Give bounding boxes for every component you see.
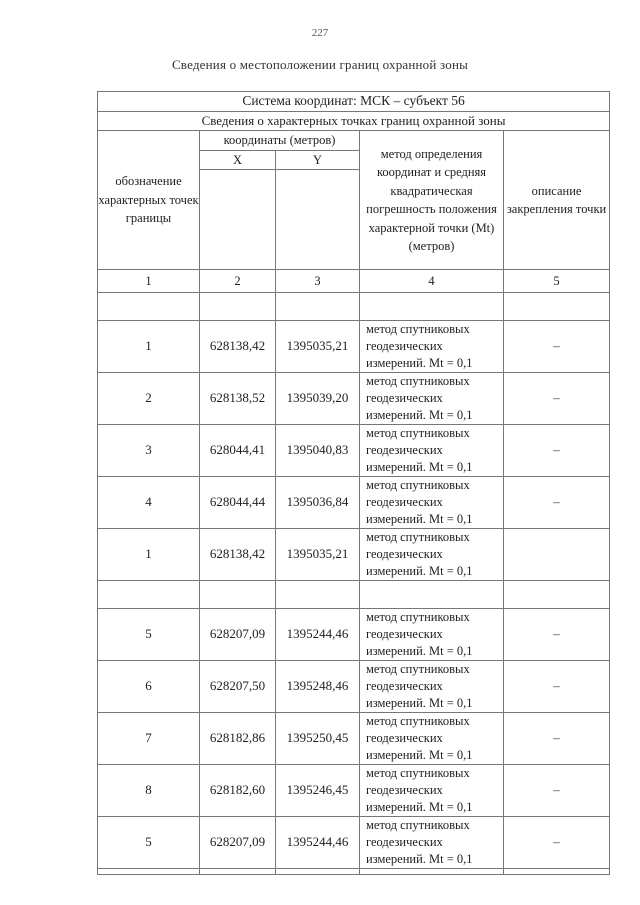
boundary-points-table [97,91,610,875]
description-cell: – [504,425,610,477]
description-cell: – [504,817,610,869]
document-title: Сведения о местоположении границ охранной зоны [171,57,469,72]
header-x: X [200,150,276,170]
point-number: 2 [98,373,200,425]
column-number: 2 [200,270,276,293]
y-coordinate: 1395250,45 [276,713,360,765]
table-row [98,425,610,477]
point-number: 1 [98,529,200,581]
point-number: 3 [98,425,200,477]
method-cell: метод спутниковых геодезических измерений. Mt = 0,1 [360,609,504,661]
column-number: 5 [504,270,610,293]
column-number: 1 [98,270,200,293]
method-cell: метод спутниковых геодезических измерений. Mt = 0,1 [360,321,504,373]
x-coordinate: 628207,50 [200,661,276,713]
point-number: 6 [98,661,200,713]
point-number: 4 [98,477,200,529]
x-coordinate: 628138,42 [200,321,276,373]
point-number: 1 [98,321,200,373]
coordinate-system: Система координат: МСК – субъект 56 [98,92,610,112]
y-coordinate: 1395039,20 [276,373,360,425]
table-row [98,661,610,713]
spacer-row [98,581,610,609]
method-cell: метод спутниковых геодезических измерений. Mt = 0,1 [360,529,504,581]
x-coordinate: 628044,44 [200,477,276,529]
header-designation: обозначение характерных точек границы [98,131,200,270]
method-cell: метод спутниковых геодезических измерений. Mt = 0,1 [360,477,504,529]
y-coordinate: 1395035,21 [276,529,360,581]
spacer-row [98,293,610,321]
column-number: 4 [360,270,504,293]
column-number: 3 [276,270,360,293]
table-row [98,817,610,869]
description-cell: – [504,373,610,425]
description-cell: – [504,713,610,765]
method-cell: метод спутниковых геодезических измерений. Mt = 0,1 [360,425,504,477]
point-number: 5 [98,817,200,869]
y-coordinate: 1395040,83 [276,425,360,477]
header-description: описание закрепления точки [504,131,610,270]
header-method: метод определения координат и средняя квадратическая погрешность положения характерной точки (Mt) (метров) [360,131,504,270]
x-coordinate: 628182,60 [200,765,276,817]
header-y: Y [276,150,360,170]
description-cell: – [504,477,610,529]
y-coordinate: 1395244,46 [276,609,360,661]
method-cell: метод спутниковых геодезических измерений. Mt = 0,1 [360,765,504,817]
method-cell: метод спутниковых геодезических измерений. Mt = 0,1 [360,661,504,713]
point-number: 5 [98,609,200,661]
table-row [98,529,610,581]
description-cell: – [504,765,610,817]
header-coordinates: координаты (метров) [200,131,360,151]
x-coordinate: 628182,86 [200,713,276,765]
description-cell: – [504,609,610,661]
method-cell: метод спутниковых геодезических измерений. Mt = 0,1 [360,373,504,425]
point-number: 8 [98,765,200,817]
x-coordinate: 628207,09 [200,609,276,661]
header-y-spacer [276,170,360,270]
table-row [98,321,610,373]
info-row [98,111,610,131]
point-number: 7 [98,713,200,765]
y-coordinate: 1395246,45 [276,765,360,817]
table-row [98,477,610,529]
y-coordinate: 1395035,21 [276,321,360,373]
table-row [98,765,610,817]
x-coordinate: 628138,52 [200,373,276,425]
x-coordinate: 628207,09 [200,817,276,869]
method-cell: метод спутниковых геодезических измерений. Mt = 0,1 [360,817,504,869]
column-number-row [98,270,610,293]
description-cell: – [504,661,610,713]
y-coordinate: 1395248,46 [276,661,360,713]
description-cell: – [504,321,610,373]
coordinate-system-row [98,92,610,112]
x-coordinate: 628044,41 [200,425,276,477]
table-row [98,373,610,425]
table-row [98,713,610,765]
table-subtitle: Сведения о характерных точках границ охранной зоны [98,111,610,131]
header-row [98,131,610,151]
method-cell: метод спутниковых геодезических измерений. Mt = 0,1 [360,713,504,765]
y-coordinate: 1395036,84 [276,477,360,529]
x-coordinate: 628138,42 [200,529,276,581]
table-bottom-row [98,869,610,875]
description-cell [504,529,610,581]
page-number: 227 [311,27,329,39]
table-row [98,609,610,661]
header-x-spacer [200,170,276,270]
y-coordinate: 1395244,46 [276,817,360,869]
